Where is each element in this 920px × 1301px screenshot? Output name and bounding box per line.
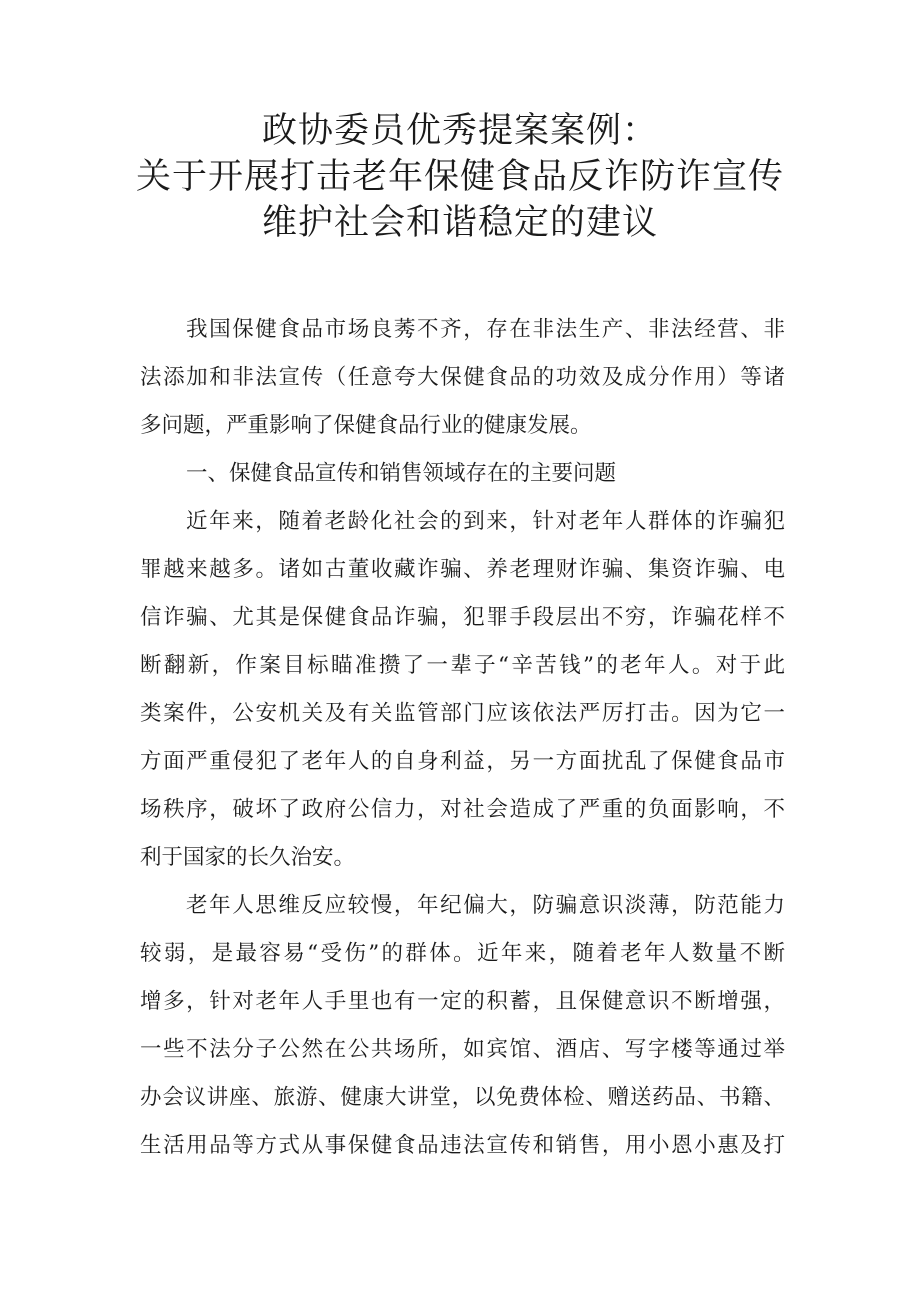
title-line-2: 关于开展打击老年保健食品反诈防诈宣传: [135, 157, 784, 197]
section-paragraph-1: [140, 498, 785, 882]
document-body: [140, 306, 785, 1170]
title-line-3: 维护社会和谐稳定的建议: [261, 203, 658, 243]
paragraph-line: 断翻新，作案目标瞄准攒了一辈子“辛苦钱”的老年人。对于此: [140, 653, 785, 678]
paragraph-line: 办会议讲座、旅游、健康大讲堂，以免费体检、赠送药品、书籍、: [140, 1085, 785, 1110]
intro-paragraph: [140, 306, 785, 450]
paragraph-line: 我国保健食品市场良莠不齐，存在非法生产、非法经营、非: [186, 317, 785, 342]
document-title: [0, 108, 920, 246]
paragraph-line: 一些不法分子公然在公共场所，如宾馆、酒店、写字楼等通过举: [140, 1037, 785, 1062]
paragraph-line: 方面严重侵犯了老年人的自身利益，另一方面扰乱了保健食品市: [140, 749, 785, 774]
paragraph-line: 利于国家的长久治安。: [140, 845, 356, 870]
paragraph-line: 近年来，随着老龄化社会的到来，针对老年人群体的诈骗犯: [186, 509, 785, 534]
title-line-1: 政协委员优秀提案案例：: [261, 111, 658, 151]
paragraph-line: 信诈骗、尤其是保健食品诈骗，犯罪手段层出不穷，诈骗花样不: [140, 605, 785, 630]
paragraph-line: 罪越来越多。诸如古董收藏诈骗、养老理财诈骗、集资诈骗、电: [140, 557, 785, 582]
paragraph-line: 较弱，是最容易“受伤”的群体。近年来，随着老年人数量不断: [140, 941, 785, 966]
section-paragraph-2: [140, 882, 785, 1170]
paragraph-line: 法添加和非法宣传（任意夸大保健食品的功效及成分作用）等诸: [140, 365, 785, 390]
paragraph-line: 类案件，公安机关及有关监管部门应该依法严厉打击。因为它一: [140, 701, 785, 726]
paragraph-line: 生活用品等方式从事保健食品违法宣传和销售，用小恩小惠及打: [140, 1133, 785, 1158]
paragraph-line: 老年人思维反应较慢，年纪偏大，防骗意识淡薄，防范能力: [186, 893, 785, 918]
paragraph-line: 场秩序，破坏了政府公信力，对社会造成了严重的负面影响，不: [140, 797, 785, 822]
section-heading: 一、保健食品宣传和销售领域存在的主要问题: [186, 461, 617, 486]
paragraph-line: 增多，针对老年人手里也有一定的积蓄，且保健意识不断增强，: [140, 989, 785, 1014]
paragraph-line: 多问题，严重影响了保健食品行业的健康发展。: [140, 413, 592, 438]
